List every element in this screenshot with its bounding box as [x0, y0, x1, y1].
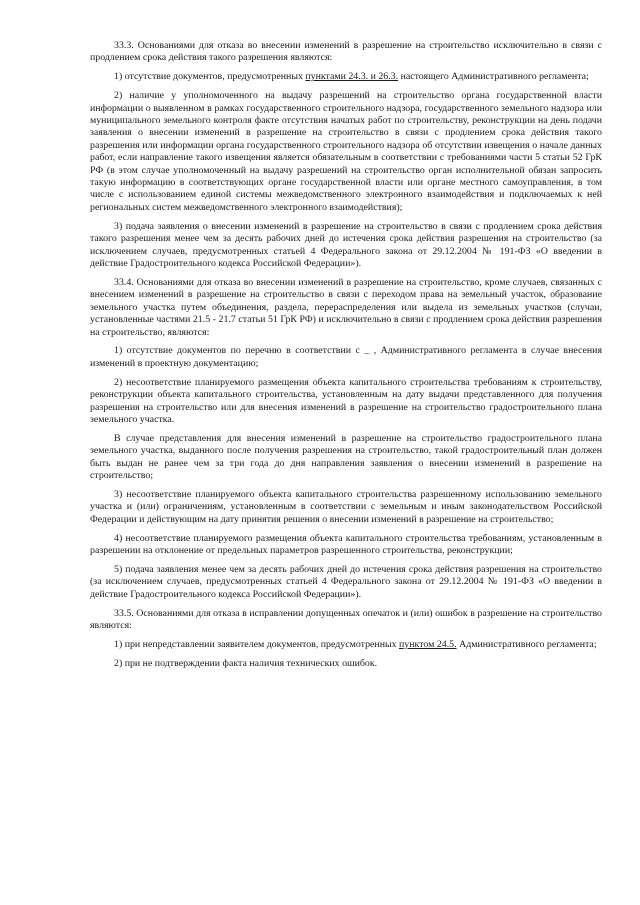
paragraph: [90, 345, 602, 370]
paragraph-text: 2) наличие у уполномоченного на выдачу разрешений на строительство органа государственной власти информации о выявленном в рамках государственного строительного надзора, государственного земельного надзора или муниципального земельного контроля факте отсутствия начатых работ по строительству, реконструкции на день подачи заявления о внесении изменений в разрешение на строительство в связи с продлением срока действия такого разрешения или информации органа государственного строительного надзора об отсутствии извещения о начале данных работ, если направление такого извещения является обязательным в соответствии с требованиями части 5 статьи 52 ГрК РФ (в этом случае уполномоченный на выдачу разрешений на строительство орган исполнительной обязан запросить такую информацию в соответствующих органе государственной власти или органе местного самоуправления, в том числе с использованием единой системы межведомственного электронного взаимодействия и подключаемых к ней региональных систем межведомственного электронного взаимодействия);: [90, 90, 602, 213]
paragraph-text: 2) несоответствие планируемого размещения объекта капитального строительства требованиям к строительству, реконструкции объекта капитального строительства, установленным на дату выдачи представленного для получения разрешения на строительство или для внесения изменений в разрешение на строительство градостроительного плана земельного участка.: [90, 376, 602, 425]
paragraph-text: 1) отсутствие документов по перечню в соответствии с _ , Административного регламента в случае внесения изменений в проектную документацию;: [90, 345, 602, 369]
paragraph-text: 1) отсутствие документов, предусмотренных: [114, 71, 306, 83]
paragraph: [90, 639, 602, 651]
paragraph-text: 4) несоответствие планируемого размещения объекта капитального строительства требованиям, установленным в разрешении на отклонение от предельных параметров разрешенного строительства, реконструкции;: [90, 532, 602, 557]
paragraph: [90, 433, 602, 483]
paragraph-text: 33.3. Основаниями для отказа во внесении изменений в разрешение на строительство исключительно в связи с продлением срока действия такого разрешения являются:: [90, 40, 602, 64]
paragraph: [90, 377, 602, 427]
paragraph-text: 33.4. Основаниями для отказа во внесении изменений в разрешение на строительство, кроме случаев, связанных с внесением изменений в разрешение на строительство в связи с переходом права на земельный участок, образование земельного участка путем объединения, раздела, перераспределения или выдела из земельных участков (случаи, установленные частями 21.5 - 21.7 статьи 51 ГрК РФ) и исключительно в связи с продлением срока действия разрешения на строительство, являются:: [90, 276, 602, 338]
paragraph-text: 2) при не подтверждении факта наличия технических ошибок.: [114, 657, 378, 669]
paragraph: [90, 533, 602, 558]
paragraph-text: настоящего Административного регламента;: [398, 71, 589, 83]
paragraph-text: 3) подача заявления о внесении изменений в разрешение на строительство в связи с продлением срока действия такого разрешения менее чем за десять рабочих дней до истечения срока действия разрешения на строительство (за исключением случаев, предусмотренных статьей 4 Федерального закона от 29.12.2004 № 191-ФЗ «О введении в действие Градостроительного кодекса Российской Федерации»).: [90, 220, 602, 269]
paragraph-text: В случае представления для внесения изменений в разрешение на строительство градостроительного плана земельного участка, выданного после получения разрешения на строительство, такой градостроительный план должен быть выдан не ранее чем за три года до дня направления заявления о внесении изменений в разрешение на строительство;: [90, 432, 602, 482]
paragraph: [90, 71, 602, 83]
paragraph: [90, 90, 602, 214]
reference-link[interactable]: пунктом 24.5.: [399, 639, 457, 651]
paragraph: [90, 564, 602, 601]
paragraph: [90, 608, 602, 633]
paragraph-text: 5) подача заявления менее чем за десять рабочих дней до истечения срока действия разрешения на строительство (за исключением случаев, предусмотренных статьей 4 Федерального закона от 29.12.2004 № 191-ФЗ «О введении в действие Градостроительного кодекса Российской Федерации»).: [90, 564, 602, 600]
paragraph: [90, 40, 602, 65]
paragraph: [90, 221, 602, 271]
paragraph-text: 3) несоответствие планируемого объекта капитального строительства разрешенному использованию земельного участка и (или) ограничениям, установленным в соответствии с земельным и иным законодательством Российской Федерации и действующим на дату принятия решения о внесении изменений в разрешение на строительство;: [90, 489, 602, 525]
reference-link[interactable]: пунктами 24.3. и 26.3.: [305, 71, 399, 83]
paragraph: [90, 489, 602, 526]
paragraph: [90, 658, 602, 670]
paragraph-text: Административного регламента;: [456, 639, 597, 651]
document-body: [90, 40, 602, 677]
paragraph-text: 33.5. Основаниями для отказа в исправлении допущенных опечаток и (или) ошибок в разрешение на строительство являются:: [90, 607, 602, 632]
paragraph: [90, 277, 602, 339]
paragraph-text: 1) при непредставлении заявителем документов, предусмотренных: [114, 639, 400, 651]
